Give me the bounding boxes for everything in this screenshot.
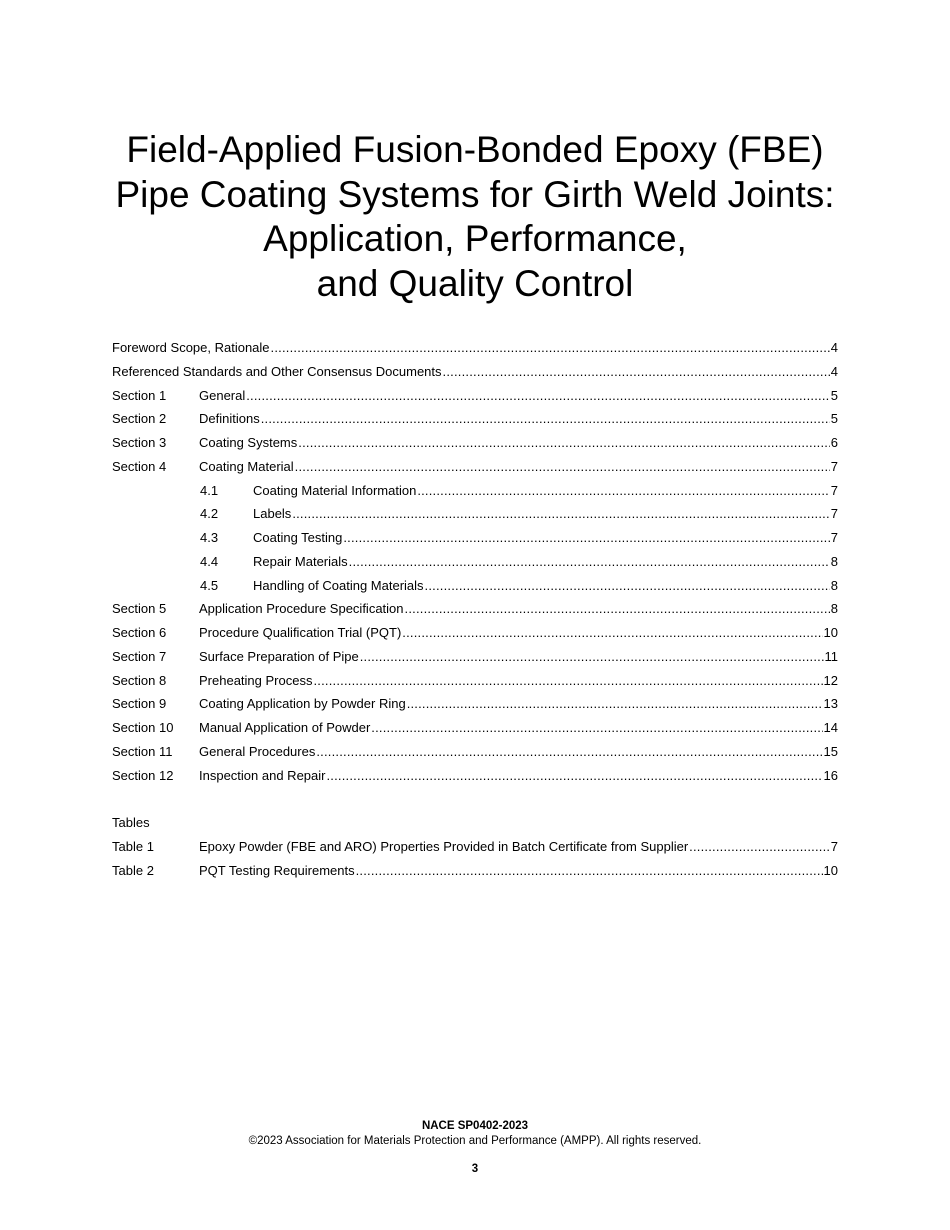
toc-page-number: 6	[830, 435, 838, 450]
toc-dot-leader	[425, 578, 830, 593]
toc-page-number: 8	[830, 601, 838, 617]
toc-dot-leader	[298, 435, 830, 450]
toc-page-number: 12	[823, 672, 838, 688]
toc-row[interactable]	[112, 863, 838, 887]
toc-subsection-number: 4.4	[200, 553, 219, 569]
tables-heading-label: Tables	[112, 815, 150, 830]
footer-standard-id: NACE SP0402-2023	[421, 1120, 529, 1132]
toc-dot-leader	[326, 768, 822, 783]
toc-dot-leader	[316, 744, 822, 759]
toc-subsection-number: 4.3	[200, 530, 219, 545]
toc-section-number: Section 5	[112, 601, 167, 617]
toc-subsection-number: 4.2	[200, 506, 219, 522]
toc-dot-leader	[246, 388, 830, 403]
toc-dot-leader	[261, 411, 830, 426]
toc-entry-title: Coating Material	[199, 458, 294, 474]
toc-section-number: Section 11	[112, 743, 173, 759]
toc-entry-title: Labels	[253, 506, 292, 522]
toc-section-number: Table 2	[112, 862, 154, 878]
toc-section-number: Section 2	[112, 411, 167, 427]
toc-entry-title: Procedure Qualification Trial (PQT)	[199, 625, 402, 640]
toc-page-number: 11	[824, 648, 838, 664]
toc-page-number: 10	[823, 862, 838, 878]
toc-entry-title: Manual Application of Powder	[199, 720, 371, 735]
footer-copyright: ©2023 Association for Materials Protection and Performance (AMPP). All rights reserved.	[248, 1135, 702, 1147]
toc-row[interactable]	[112, 649, 838, 673]
toc-section-number: Section 7	[112, 648, 167, 664]
toc-page-number: 14	[823, 720, 838, 735]
toc-entry-title: General	[199, 387, 246, 403]
toc-section-number: Section 8	[112, 672, 167, 688]
toc-row[interactable]	[112, 696, 838, 720]
toc-dot-leader	[417, 483, 829, 498]
toc-row[interactable]	[112, 459, 838, 483]
toc-row[interactable]	[112, 554, 838, 578]
toc-entry-title: Handling of Coating Materials	[253, 577, 424, 593]
toc-dot-leader	[271, 340, 830, 355]
toc-row[interactable]	[112, 530, 838, 554]
toc-row[interactable]	[112, 720, 838, 744]
toc-page-number: 7	[830, 458, 838, 474]
toc-row[interactable]	[112, 744, 838, 768]
toc-entry-title: Foreword Scope, Rationale	[112, 340, 270, 355]
toc-dot-leader	[402, 625, 822, 640]
toc-dot-leader	[313, 673, 822, 688]
tables-heading	[112, 815, 838, 839]
toc-entry-title: Surface Preparation of Pipe	[199, 648, 359, 664]
toc-entry-title: General Procedures	[199, 743, 316, 759]
toc-page-number: 5	[830, 411, 838, 427]
toc-page-number: 7	[830, 838, 838, 854]
toc-entry-title: Epoxy Powder (FBE and ARO) Properties Provided in Batch Certificate from Supplier	[199, 838, 689, 854]
toc-dot-leader	[343, 530, 829, 545]
document-title	[60, 128, 890, 306]
toc-dot-leader	[292, 506, 829, 521]
toc-dot-leader	[689, 839, 830, 854]
toc-row[interactable]	[112, 388, 838, 412]
toc-row[interactable]	[112, 411, 838, 435]
table-entries	[112, 839, 838, 887]
toc-row[interactable]	[112, 364, 838, 388]
toc-row[interactable]	[112, 839, 838, 863]
toc-row[interactable]	[112, 506, 838, 530]
toc-entry-title: Coating Systems	[199, 435, 298, 450]
toc-page-number: 7	[830, 506, 838, 522]
toc-dot-leader	[360, 649, 824, 664]
toc-page-number: 7	[830, 530, 838, 545]
toc-entry-title: Inspection and Repair	[199, 767, 326, 783]
toc-page-number: 5	[830, 387, 838, 403]
toc-page-number: 4	[830, 340, 838, 355]
toc-section-number: Section 9	[112, 696, 167, 712]
title-line-4: and Quality Control	[316, 262, 634, 304]
toc-section-number: Section 3	[112, 435, 167, 450]
toc-section-number: Section 10	[112, 720, 174, 735]
footer-page-number: 3	[471, 1163, 479, 1175]
toc-page-number: 8	[830, 553, 838, 569]
toc-dot-leader	[443, 364, 830, 379]
toc-entry-title: PQT Testing Requirements	[199, 862, 355, 878]
toc-dot-leader	[356, 863, 823, 878]
toc-row[interactable]	[112, 673, 838, 697]
toc-page-number: 16	[823, 767, 838, 783]
toc-row[interactable]	[112, 435, 838, 459]
title-line-2: Pipe Coating Systems for Girth Weld Joints:	[115, 173, 835, 215]
toc-page-number: 13	[823, 696, 838, 712]
toc-entry-title: Repair Materials	[253, 553, 348, 569]
toc-entry-title: Coating Application by Powder Ring	[199, 696, 406, 712]
toc-row[interactable]	[112, 578, 838, 602]
toc-dot-leader	[349, 554, 830, 569]
toc-entry-title: Definitions	[199, 411, 260, 427]
toc-section-number: Section 12	[112, 767, 174, 783]
toc-entry-title: Preheating Process	[199, 672, 313, 688]
toc-row[interactable]	[112, 768, 838, 792]
toc-dot-leader	[371, 720, 822, 735]
toc-row[interactable]	[112, 483, 838, 507]
toc-section-number: Section 1	[112, 387, 167, 403]
title-line-1: Field-Applied Fusion-Bonded Epoxy (FBE)	[126, 129, 824, 170]
toc-subsection-number: 4.5	[200, 577, 219, 593]
toc-page-number: 15	[823, 743, 838, 759]
toc-row[interactable]	[112, 625, 838, 649]
toc-entry-title: Referenced Standards and Other Consensus Documents	[112, 363, 442, 379]
toc-page-number: 4	[830, 363, 838, 379]
table-of-contents	[112, 340, 838, 886]
toc-dot-leader	[405, 601, 830, 616]
toc-dot-leader	[407, 696, 823, 711]
toc-section-number: Table 1	[112, 838, 154, 854]
toc-entries	[112, 340, 838, 791]
toc-entry-title: Application Procedure Specification	[199, 601, 404, 617]
toc-section-number: Section 4	[112, 458, 167, 474]
toc-page-number: 7	[830, 482, 838, 498]
toc-page-number: 10	[823, 625, 838, 640]
toc-row[interactable]	[112, 340, 838, 364]
toc-entry-title: Coating Material Information	[253, 482, 417, 498]
title-line-3: Application, Performance,	[263, 218, 687, 259]
toc-entry-title: Coating Testing	[253, 530, 343, 545]
toc-subsection-number: 4.1	[200, 482, 219, 498]
toc-dot-leader	[295, 459, 830, 474]
toc-page-number: 8	[830, 577, 838, 593]
toc-section-number: Section 6	[112, 625, 167, 640]
toc-row[interactable]	[112, 601, 838, 625]
